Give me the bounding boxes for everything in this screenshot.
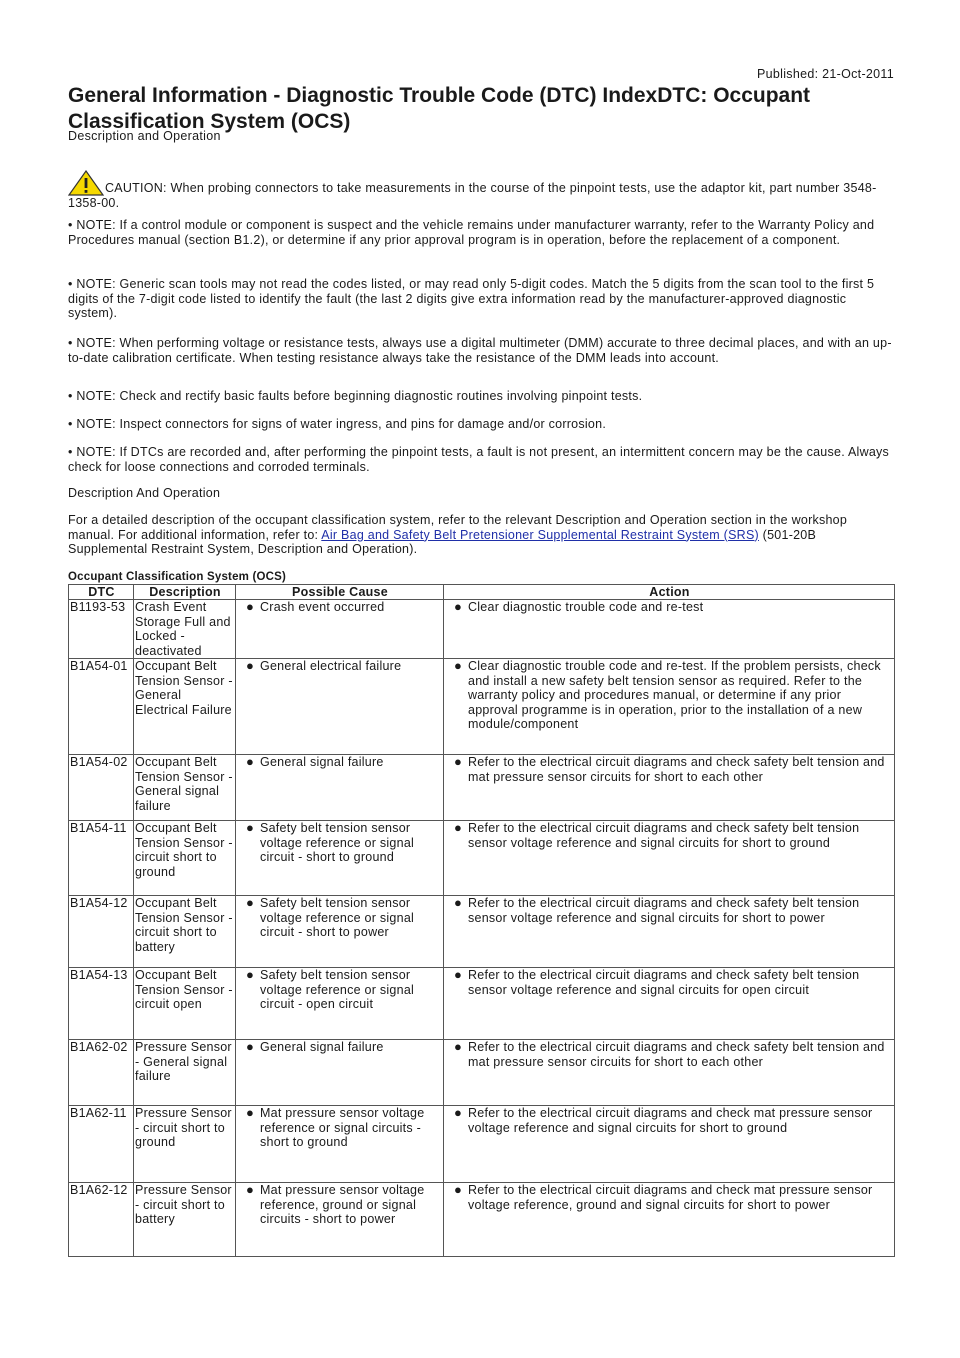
- bullet-icon: ●: [245, 1039, 255, 1054]
- table-caption: Occupant Classification System (OCS): [68, 571, 287, 583]
- bullet-item: [445, 1040, 894, 1069]
- cell-action-text: Refer to the electrical circuit diagrams and check safety belt tension and mat pressure sensor circuits for short to each other: [468, 755, 885, 784]
- cell-dtc: B1A62-11: [69, 1106, 134, 1183]
- cell-possible-cause-text: General signal failure: [260, 755, 384, 769]
- bullet-icon: ●: [453, 1182, 463, 1197]
- cell-action-text: Refer to the electrical circuit diagrams and check safety belt tension sensor voltage reference and signal circuits for short to power: [468, 896, 860, 925]
- header-dtc: DTC: [69, 585, 134, 600]
- bullet-item: [445, 755, 894, 784]
- bullet-icon: ●: [453, 820, 463, 835]
- cell-possible-cause: [236, 821, 444, 896]
- cell-action: [444, 755, 895, 821]
- description-heading: Description And Operation: [68, 486, 221, 500]
- cell-action: [444, 600, 895, 659]
- cell-dtc: B1193-53: [69, 600, 134, 659]
- cell-dtc: B1A62-12: [69, 1183, 134, 1257]
- cell-possible-cause: [236, 1183, 444, 1257]
- table-row: [69, 1183, 895, 1257]
- dtc-table: [68, 584, 895, 1257]
- cell-possible-cause: [236, 1040, 444, 1106]
- note-multimeter: • NOTE: When performing voltage or resistance tests, always use a digital multimeter (DMM) accurate to three decimal places, and with an up-to-date calibration certificate. When testing resistance always take the resistance of the DMM leads into account.: [68, 336, 892, 365]
- header-action: Action: [444, 585, 895, 600]
- cell-action-text: Refer to the electrical circuit diagrams and check safety belt tension and mat pressure sensor circuits for short to each other: [468, 1040, 885, 1069]
- published-date: Published: 21-Oct-2011: [756, 67, 894, 81]
- cell-action-text: Refer to the electrical circuit diagrams and check safety belt tension sensor voltage reference and signal circuits for open circuit: [468, 968, 860, 997]
- page-subtitle: Description and Operation: [68, 129, 221, 143]
- bullet-icon: ●: [245, 599, 255, 614]
- bullet-item: [237, 896, 443, 940]
- table-row: [69, 659, 895, 755]
- cell-dtc: B1A54-02: [69, 755, 134, 821]
- bullet-item: [445, 600, 894, 615]
- table-header-row: [69, 585, 895, 600]
- bullet-icon: ●: [245, 1105, 255, 1120]
- cell-description: Occupant Belt Tension Sensor - circuit short to ground: [134, 821, 236, 896]
- description-text-after: (501-20B Supplemental Restraint System, Description and Operation).: [68, 527, 817, 556]
- bullet-item: [237, 968, 443, 1012]
- bullet-icon: ●: [453, 1105, 463, 1120]
- bullet-icon: ●: [453, 895, 463, 910]
- bullet-item: [237, 1040, 443, 1055]
- cell-possible-cause-text: General signal failure: [260, 1040, 384, 1054]
- cell-possible-cause-text: General electrical failure: [260, 659, 402, 673]
- cell-action: [444, 1183, 895, 1257]
- header-description: Description: [134, 585, 236, 600]
- caution-note: [68, 170, 894, 211]
- table-row: [69, 821, 895, 896]
- note-warranty: • NOTE: If a control module or component is suspect and the vehicle remains under manufacturer warranty, refer to the Warranty Policy and Procedures manual (section B1.2), or determine if any prior approval program is in operation, before the replacement of a component.: [68, 218, 875, 247]
- bullet-item: [237, 821, 443, 865]
- bullet-icon: ●: [245, 754, 255, 769]
- warning-triangle-icon: [68, 170, 104, 196]
- bullet-item: [445, 821, 894, 850]
- cell-action: [444, 821, 895, 896]
- cell-description: Occupant Belt Tension Sensor - General signal failure: [134, 755, 236, 821]
- cell-possible-cause: [236, 968, 444, 1040]
- cell-description: Occupant Belt Tension Sensor - circuit short to battery: [134, 896, 236, 968]
- cell-description: Pressure Sensor - General signal failure: [134, 1040, 236, 1106]
- page-title: General Information - Diagnostic Trouble Code (DTC) IndexDTC: Occupant Classification System (OCS): [68, 84, 811, 133]
- cell-dtc: B1A62-02: [69, 1040, 134, 1106]
- table-row: [69, 896, 895, 968]
- bullet-item: [237, 600, 443, 615]
- bullet-icon: ●: [453, 658, 463, 673]
- cell-action: [444, 659, 895, 755]
- bullet-icon: ●: [245, 658, 255, 673]
- bullet-icon: ●: [245, 967, 255, 982]
- cell-dtc: B1A54-01: [69, 659, 134, 755]
- bullet-icon: ●: [245, 1182, 255, 1197]
- table-row: [69, 968, 895, 1040]
- note-scan-tools: • NOTE: Generic scan tools may not read the codes listed, or may read only 5-digit codes. Match the 5 digits from the scan tool to the first 5 digits of the 7-digit code listed to identify the fault (the last 2 digits give extra information read by the manufacturer-approved diagnostic system).: [68, 277, 875, 320]
- bullet-item: [445, 896, 894, 925]
- cell-description: Pressure Sensor - circuit short to ground: [134, 1106, 236, 1183]
- bullet-item: [237, 1183, 443, 1227]
- cell-action-text: Clear diagnostic trouble code and re-test: [468, 600, 704, 614]
- bullet-icon: ●: [245, 820, 255, 835]
- table-row: [69, 755, 895, 821]
- table-row: [69, 1106, 895, 1183]
- cell-action-text: Refer to the electrical circuit diagrams and check safety belt tension sensor voltage reference and signal circuits for short to ground: [468, 821, 860, 850]
- cell-possible-cause-text: Mat pressure sensor voltage reference or signal circuits - short to ground: [260, 1106, 425, 1149]
- cell-action: [444, 968, 895, 1040]
- bullet-icon: ●: [245, 895, 255, 910]
- bullet-item: [237, 659, 443, 674]
- bullet-item: [445, 1183, 894, 1212]
- cell-action: [444, 896, 895, 968]
- bullet-item: [445, 968, 894, 997]
- cell-description: Pressure Sensor - circuit short to battery: [134, 1183, 236, 1257]
- bullet-icon: ●: [453, 754, 463, 769]
- header-possible-cause: Possible Cause: [236, 585, 444, 600]
- cell-possible-cause: [236, 755, 444, 821]
- cell-action: [444, 1106, 895, 1183]
- cell-possible-cause-text: Safety belt tension sensor voltage reference or signal circuit - short to power: [260, 896, 415, 939]
- cell-dtc: B1A54-13: [69, 968, 134, 1040]
- bullet-item: [445, 1106, 894, 1135]
- cell-possible-cause: [236, 1106, 444, 1183]
- note-basic-faults: • NOTE: Check and rectify basic faults before beginning diagnostic routines involving pinpoint tests.: [68, 389, 643, 403]
- cell-description: Occupant Belt Tension Sensor - General Electrical Failure: [134, 659, 236, 755]
- cell-possible-cause: [236, 896, 444, 968]
- table-row: [69, 1040, 895, 1106]
- cell-possible-cause-text: Safety belt tension sensor voltage reference or signal circuit - short to ground: [260, 821, 415, 864]
- cell-description: Crash Event Storage Full and Locked - deactivated: [134, 600, 236, 659]
- cell-possible-cause-text: Crash event occurred: [260, 600, 385, 614]
- srs-reference-link[interactable]: Air Bag and Safety Belt Pretensioner Supplemental Restraint System (SRS): [321, 527, 759, 542]
- cell-possible-cause: [236, 600, 444, 659]
- note-connectors: • NOTE: Inspect connectors for signs of water ingress, and pins for damage and/or corrosion.: [68, 417, 607, 431]
- cell-dtc: B1A54-12: [69, 896, 134, 968]
- cell-dtc: B1A54-11: [69, 821, 134, 896]
- description-paragraph: [68, 513, 894, 557]
- caution-text: CAUTION: When probing connectors to take measurements in the course of the pinpoint tests, use the adaptor kit, part number 3548-1358-00.: [68, 181, 877, 210]
- table-row: [69, 600, 895, 659]
- cell-possible-cause-text: Safety belt tension sensor voltage reference or signal circuit - open circuit: [260, 968, 415, 1011]
- bullet-icon: ●: [453, 967, 463, 982]
- cell-action-text: Clear diagnostic trouble code and re-test. If the problem persists, check and install a new safety belt tension sensor as required. Refer to the warranty policy and procedures manual, or determine if any prior approval programme is in operation, prior to the installation of a new module/component: [468, 659, 881, 731]
- note-intermittent: • NOTE: If DTCs are recorded and, after performing the pinpoint tests, a fault is not present, an intermittent concern may be the cause. Always check for loose connections and corroded terminals.: [68, 445, 890, 474]
- cell-description: Occupant Belt Tension Sensor - circuit open: [134, 968, 236, 1040]
- cell-possible-cause: [236, 659, 444, 755]
- cell-possible-cause-text: Mat pressure sensor voltage reference, ground or signal circuits - short to power: [260, 1183, 425, 1226]
- bullet-item: [445, 659, 894, 732]
- bullet-item: [237, 1106, 443, 1150]
- bullet-icon: ●: [453, 599, 463, 614]
- cell-action: [444, 1040, 895, 1106]
- cell-action-text: Refer to the electrical circuit diagrams and check mat pressure sensor voltage reference and signal circuits for short to ground: [468, 1106, 873, 1135]
- description-text-before: For a detailed description of the occupant classification system, refer to the relevant Description and Operation section in the workshop manual. For additional information, refer to:: [68, 513, 848, 542]
- bullet-icon: ●: [453, 1039, 463, 1054]
- cell-action-text: Refer to the electrical circuit diagrams and check mat pressure sensor voltage reference, ground and signal circuits for short to power: [468, 1183, 873, 1212]
- bullet-item: [237, 755, 443, 770]
